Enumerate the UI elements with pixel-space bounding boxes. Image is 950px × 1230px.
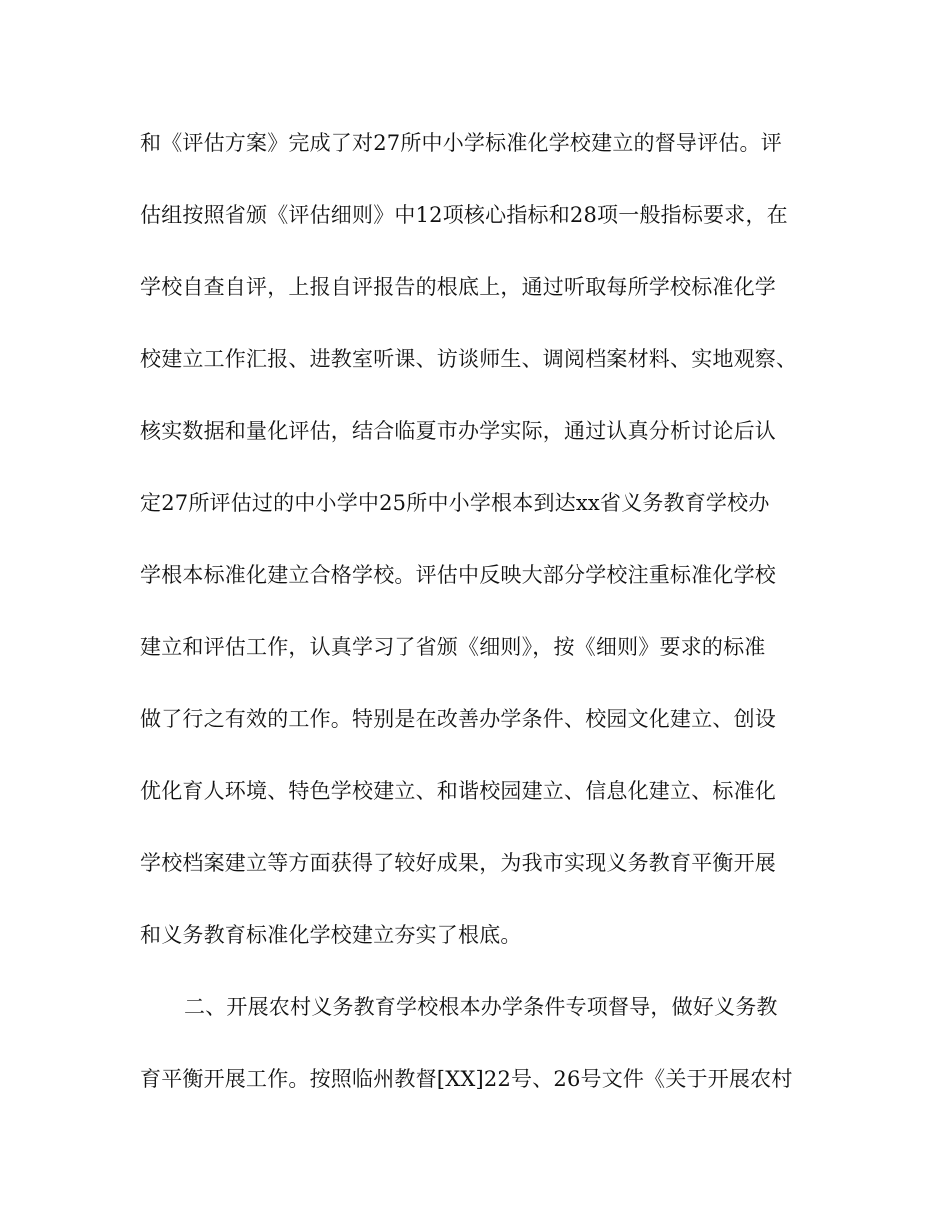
text-line-11: 学校档案建立等方面获得了较好成果，为我市实现义务教育平衡开展 <box>140 851 776 875</box>
text-line-13-paragraph-start: 二、开展农村义务教育学校根本办学条件专项督导，做好义务教 <box>184 995 778 1019</box>
text-line-7: 学根本标准化建立合格学校。评估中反映大部分学校注重标准化学校 <box>140 563 776 587</box>
text-line-1: 和《评估方案》完成了对27所中小学标准化学校建立的督导评估。评 <box>140 131 782 155</box>
text-line-2: 估组按照省颁《评估细则》中12项核心指标和28项一般指标要求，在 <box>140 203 788 227</box>
text-line-12: 和义务教育标准化学校建立夯实了根底。 <box>140 923 522 947</box>
text-line-3: 学校自查自评，上报自评报告的根底上，通过听取每所学校标准化学 <box>140 275 776 299</box>
text-line-8: 建立和评估工作，认真学习了省颁《细则》，按《细则》要求的标准 <box>140 635 766 659</box>
text-line-9: 做了行之有效的工作。特别是在改善办学条件、校园文化建立、创设 <box>140 707 776 731</box>
text-line-14: 育平衡开展工作。按照临州教督[XX]22号、26号文件《关于开展农村 <box>140 1067 793 1091</box>
text-line-5: 核实数据和量化评估，结合临夏市办学实际，通过认真分析讨论后认 <box>140 419 776 443</box>
text-line-4: 校建立工作汇报、进教室听课、访谈师生、调阅档案材料、实地观察、 <box>140 347 798 371</box>
text-line-6: 定27所评估过的中小学中25所中小学根本到达xx省义务教育学校办 <box>140 491 770 515</box>
body-text <box>140 118 820 1126</box>
text-line-10: 优化育人环境、特色学校建立、和谐校园建立、信息化建立、标准化 <box>140 779 776 803</box>
